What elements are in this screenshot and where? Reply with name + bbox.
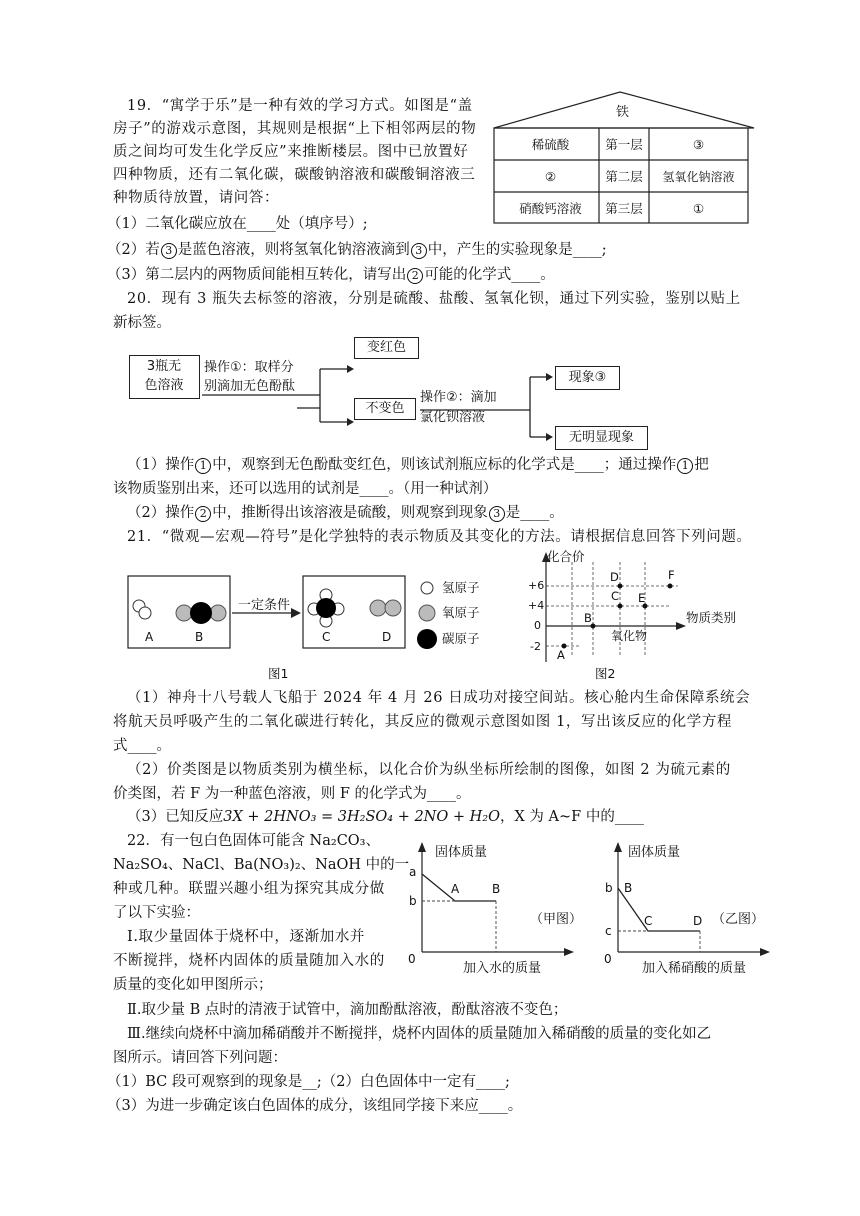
flow-phen3: 现象③: [568, 370, 607, 385]
oxygen-atom: [176, 605, 192, 621]
q19-sub-1: （1）二氧化碳应放在____处（填序号）;: [107, 216, 368, 232]
house-r2-left: ②: [544, 169, 557, 184]
fig2-ytick-0: 0: [534, 619, 541, 632]
q20-sub-1c: 把: [694, 457, 709, 473]
house-r2-right: 氢氧化钠溶液: [662, 170, 735, 184]
hydrogen-atom: [139, 607, 151, 619]
q20-line-2: 新标签。: [113, 315, 171, 331]
legend-carbon: 碳原子: [442, 631, 480, 646]
house-r1-left: 稀硫酸: [531, 137, 570, 152]
chart-jia-origin: 0: [408, 952, 416, 966]
q19-line-4: 四种物质，还有二氧化碳，碳酸钠溶液和碳酸铜溶液三: [113, 167, 476, 183]
chart-jia-point-a: A: [451, 882, 460, 896]
fig1-label-c: C: [322, 630, 331, 644]
carbon-atom: [190, 602, 212, 624]
house-r3-right: ①: [692, 201, 705, 216]
chart-yi-point-d: D: [693, 914, 703, 928]
q22-line-5: Ⅰ.取少量固体于烧杯中，逐渐加水并: [127, 929, 366, 945]
fig2-caption: 图2: [595, 666, 616, 681]
q21-sub-1-line-1: （1）神舟十八号载人飞船于 2024 年 4 月 26 日成功对接空间站。核心舱内生命保障系统会: [127, 690, 751, 706]
q19-line-5: 种物质待放置，请问答：: [113, 190, 280, 206]
circle-3: 3: [161, 243, 177, 259]
q19-sub-2: [107, 243, 607, 259]
q22-line-2: Na₂SO₄、NaCl、Ba(NO₃)₂、NaOH 中的一: [113, 857, 410, 873]
point-d: [618, 584, 623, 589]
figure-1: [125, 573, 465, 663]
fig1-caption: 图1: [268, 666, 289, 681]
legend-carbon-icon: [417, 629, 437, 649]
chart-yi-name: （乙图）: [712, 912, 765, 927]
q22-line-3: 种或几种。联盟兴趣小组为探究其成分做: [113, 881, 385, 897]
fig2-point-d: D: [610, 570, 619, 584]
oxygen-atom: [370, 600, 386, 616]
chart-yi-ylabel: 固体质量: [628, 845, 681, 860]
q22-sub-1: （1）BC 段可观察到的现象是__;（2）白色固体中一定有____;: [107, 1074, 510, 1090]
flow-nochange: 不变色: [365, 401, 405, 416]
fig1-label-b: B: [195, 630, 204, 644]
fig2-oxide: 氧化物: [611, 629, 648, 643]
legend-oxygen: 氧原子: [442, 605, 480, 620]
q20-sub-1a: （1）操作: [127, 457, 195, 473]
fig2-point-f: F: [668, 568, 675, 582]
q19-line-1: 19．“寓学于乐”是一种有效的学习方式。如图是“盖: [127, 98, 473, 114]
chart-yi-y-b: b: [605, 881, 613, 895]
q20-sub-2: [127, 506, 564, 522]
q22-line-7: 质量的变化如甲图所示；: [113, 977, 273, 993]
q20-sub-2a: （2）操作: [127, 505, 195, 521]
carbon-atom: [316, 598, 336, 618]
q22-step-3a: Ⅲ.继续向烧杯中滴加稀硝酸并不断搅拌，烧杯内固体的质量随加入稀硝酸的质量的变化如乙: [127, 1026, 712, 1042]
chart-jia-ylabel: 固体质量: [435, 845, 488, 860]
fig2-ylabel: 化合价: [547, 549, 585, 564]
fig1-label-a: A: [145, 630, 154, 644]
legend-hydrogen: 氢原子: [442, 580, 480, 595]
q19-sub-2a: （2）若: [107, 242, 160, 258]
chart-yi: [598, 838, 778, 976]
point-c: [618, 604, 623, 609]
chart-jia-point-b: B: [492, 882, 501, 896]
flow-nophen: 无明显现象: [568, 430, 634, 445]
chart-yi-point-b: B: [624, 881, 633, 895]
circle-2: 2: [195, 506, 211, 522]
flow-op2-a: 操作②：滴加: [420, 390, 497, 405]
q19-line-2: 房子”的游戏示意图，其规则是根据“上下相邻两层的物: [113, 121, 477, 137]
house-r2-mid: 第二层: [605, 169, 643, 184]
q19-sub-3a: （3）第二层内的两物质间能相互转化，请写出: [107, 267, 407, 283]
q21-sub-3b: ，X 为 A~F 中的____: [499, 809, 644, 825]
chart-yi-xlabel: 加入稀硝酸的质量: [642, 961, 747, 976]
q21-sub-3: [127, 810, 644, 825]
house-r1-right: ③: [692, 137, 705, 152]
q20-sub-2c: 是____。: [505, 505, 564, 521]
chart-jia: [402, 838, 582, 976]
fig2-xlabel: 物质类别: [686, 610, 737, 625]
q21-sub-2-line-2: 价类图，若 F 为一种蓝色溶液，则 F 的化学式为____。: [113, 786, 471, 802]
oxygen-atom: [385, 600, 401, 616]
q21-sub-1-line-2: 将航天员呼吸产生的二氧化碳进行转化，其反应的微观示意图如图 1，写出该反应的化学方程: [113, 714, 733, 730]
q21-sub-2-line-1: （2）价类图是以物质类别为横坐标，以化合价为纵坐标所绘制的图像，如图 2 为硫元素的: [127, 762, 731, 778]
q19-sub-3b: 可能的化学式____。: [424, 267, 555, 283]
q22-line-1: 22．有一包白色固体可能含 Na₂CO₃、: [127, 833, 380, 849]
flow-op2-b: 氯化钡溶液: [420, 410, 486, 425]
point-f: [668, 584, 673, 589]
chart-yi-y-c: c: [605, 924, 612, 938]
fig2-ytick-6: +6: [528, 579, 545, 592]
q20-sub-2b: 中，推断得出该溶液是硫酸，则观察到现象: [212, 505, 488, 521]
flow-op1-a: 操作①：取样分: [204, 360, 294, 375]
q21-equation: 3X + 2HNO₃ = 3H₂SO₄ + 2NO + H₂O: [223, 809, 500, 825]
circle-1: 1: [195, 458, 211, 474]
q21-sub-3a: （3）已知反应: [127, 809, 224, 825]
q20-sub-1-cont: 该物质鉴别出来，还可以选用的试剂是____。（用一种试剂）: [113, 481, 498, 497]
circle-3: 3: [489, 506, 505, 522]
fig2-point-a: A: [557, 648, 565, 662]
fig2-ytick-n2: -2: [530, 640, 541, 653]
q22-line-4: 了以下实验：: [113, 905, 200, 921]
q21-sub-1-line-3: 式____。: [113, 738, 171, 754]
q20-line-1: 20．现有 3 瓶失去标签的溶液，分别是硫酸、盐酸、氢氧化钡，通过下列实验，鉴别以贴上: [127, 291, 741, 307]
q22-line-6: 不断搅拌，烧杯内固体的质量随加入水的: [113, 953, 385, 969]
fig1-arrow-label: 一定条件: [238, 598, 291, 613]
fig2-point-e: E: [638, 591, 646, 605]
fig2-point-c: C: [611, 589, 620, 603]
flow-start-2: 色溶液: [144, 378, 184, 393]
chart-jia-y-a: a: [409, 865, 417, 879]
q22-sub-2: （3）为进一步确定该白色固体的成分，该组同学接下来应____。: [107, 1098, 523, 1114]
q19-sub-2c: 中，产生的实验现象是____;: [427, 242, 607, 258]
circle-1: 1: [677, 458, 693, 474]
chart-yi-point-c: C: [644, 914, 653, 928]
house-roof-label: 铁: [616, 105, 630, 120]
chart-jia-y-b: b: [409, 894, 417, 908]
house-r3-left: 硝酸钙溶液: [519, 201, 582, 216]
oxygen-atom: [210, 605, 226, 621]
house-r3-mid: 第三层: [605, 201, 643, 216]
flow-op1-b: 别滴加无色酚酞: [204, 379, 296, 394]
q19-sub-2b: 是蓝色溶液，则将氢氧化钠溶液滴到: [177, 242, 410, 258]
q21-line-1: 21．“微观—宏观—符号”是化学独特的表示物质及其变化的方法。请根据信息回答下列问题。: [127, 529, 752, 545]
q19-sub-3: [107, 268, 555, 284]
house-r1-mid: 第一层: [605, 137, 643, 152]
legend-hydrogen-icon: [421, 582, 433, 594]
q20-sub-1b: 中，观察到无色酚酞变红色，则该试剂瓶应标的化学式是____；通过操作: [212, 457, 677, 473]
fig2-point-b: B: [584, 611, 592, 625]
q22-step-3b: 图所示。请回答下列问题：: [113, 1050, 287, 1066]
chart-yi-origin: 0: [604, 952, 612, 966]
q20-sub-1: [127, 458, 709, 474]
fig2-ytick-4: +4: [528, 599, 545, 612]
q19-line-3: 质之间均可发生化学反应”来推断楼层。图中已放置好: [113, 144, 469, 160]
circle-2: 2: [407, 268, 423, 284]
q22-step-2: Ⅱ.取少量 B 点时的清液于试管中，滴加酚酞溶液，酚酞溶液不变色；: [127, 1002, 568, 1018]
circle-3: 3: [411, 243, 427, 259]
chart-jia-name: （甲图）: [530, 912, 583, 927]
fig1-label-d: D: [382, 630, 392, 644]
flow-red: 变红色: [366, 340, 406, 355]
legend-oxygen-icon: [419, 605, 435, 621]
flow-start-1: 3瓶无: [146, 359, 182, 374]
chart-jia-xlabel: 加入水的质量: [463, 961, 542, 976]
